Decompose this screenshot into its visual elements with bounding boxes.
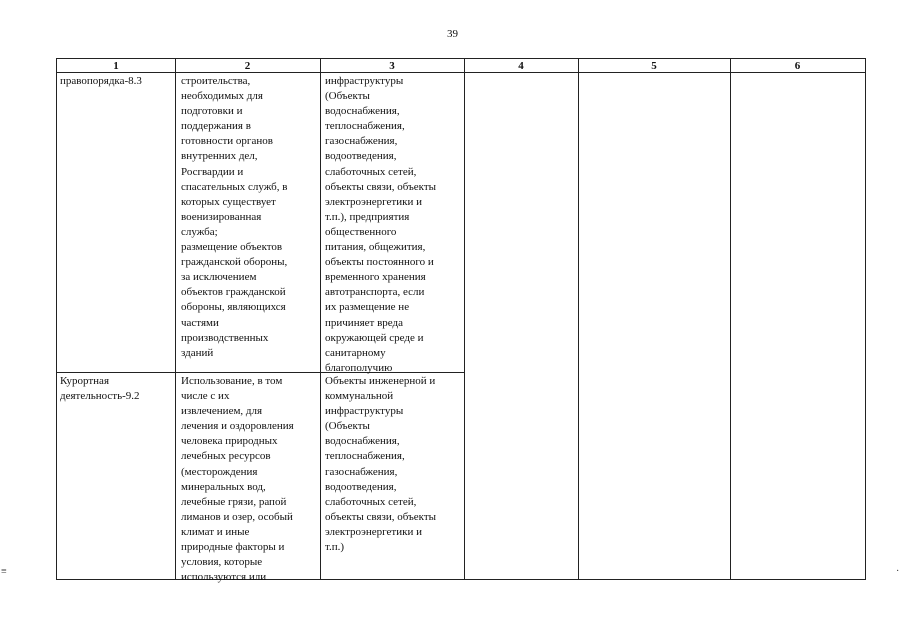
cell-text-line: электроэнергетики и [325, 525, 422, 538]
row2-col3-cell [325, 374, 436, 555]
cell-text-line: зданий [181, 346, 214, 359]
cell-text-line: числе с их [181, 390, 230, 403]
cell-text-line: внутренних дел, [181, 150, 258, 163]
cell-text-line: строительства, [181, 75, 251, 87]
cell-text-line: питания, общежития, [325, 241, 426, 254]
cell-text-line: Росгвардии и [181, 165, 244, 178]
cell-text-line: временного хранения [325, 271, 426, 284]
cell-text-line: слаботочных сетей, [325, 495, 417, 508]
cell-text-line: спасательных служб, в [181, 180, 288, 193]
column-header-2: 2 [244, 60, 251, 72]
cell-text-line: объектов гражданской [181, 286, 286, 299]
row1-col2-cell [181, 74, 287, 361]
cell-text-line: электроэнергетики и [325, 195, 422, 208]
row2-col1-cell [60, 374, 140, 404]
cell-text-line: служба; [181, 225, 218, 238]
cell-text-line: теплоснабжения, [325, 450, 405, 463]
cell-text-line: объекты связи, объекты [325, 510, 437, 523]
cell-text-line: минеральных вод, [181, 480, 266, 493]
right-margin-mark: · [896, 566, 900, 577]
cell-text-line: необходимых для [181, 90, 263, 103]
cell-text-line: коммунальной [325, 390, 394, 403]
cell-text-line: правопорядка-8.3 [60, 75, 142, 87]
row1-col1-cell [60, 74, 142, 89]
cell-text-line: объекты постоянного и [325, 256, 434, 269]
cell-text-line: военизированная [181, 210, 262, 223]
column-divider [175, 59, 176, 579]
cell-text-line: теплоснабжения, [325, 120, 405, 133]
column-header-5: 5 [651, 60, 657, 72]
cell-text-line: водоснабжения, [325, 105, 400, 118]
cell-text-line: гражданской обороны, [181, 256, 288, 269]
cell-text-line: Курортная [60, 375, 110, 387]
left-margin-mark: ≡ [1, 566, 7, 577]
cell-text-line: человека природных [181, 435, 278, 448]
cell-text-line: производственных [181, 331, 269, 344]
cell-text-line: благополучию [325, 361, 393, 374]
column-header-3: 3 [389, 60, 395, 72]
cell-text-line: частями [181, 316, 219, 329]
cell-text-line: т.п.) [325, 541, 345, 554]
cell-text-line: обороны, являющихся [181, 301, 286, 314]
cell-text-line: используются или [181, 571, 267, 584]
cell-text-line: Объекты инженерной и [325, 375, 436, 387]
cell-text-line: газоснабжения, [325, 465, 398, 478]
cell-text-line: санитарному [325, 346, 386, 359]
cell-text-line: автотранспорта, если [325, 286, 425, 299]
cell-text-line: водоотведения, [325, 480, 397, 493]
cell-text-line: водоотведения, [325, 150, 397, 163]
cell-text-line: поддержания в [181, 120, 251, 133]
cell-text-line: размещение объектов [181, 241, 283, 254]
regulation-table [56, 58, 866, 584]
cell-text-line: объекты связи, объекты [325, 180, 437, 193]
cell-text-line: готовности органов [181, 135, 273, 148]
cell-text-line: Использование, в том [181, 375, 283, 387]
cell-text-line: общественного [325, 225, 397, 238]
column-divider [578, 59, 579, 579]
cell-text-line: (месторождения [181, 465, 258, 478]
cell-text-line: окружающей среде и [325, 331, 424, 344]
cell-text-line: климат и иные [181, 525, 250, 538]
cell-text-line: природные факторы и [181, 541, 285, 554]
row1-col3-cell [325, 74, 436, 376]
cell-text-line: газоснабжения, [325, 135, 398, 148]
cell-text-line: их размещение не [325, 301, 410, 314]
cell-text-line: деятельность-9.2 [60, 390, 140, 403]
cell-text-line: лечения и оздоровления [181, 420, 294, 433]
column-divider [464, 59, 465, 579]
cell-text-line: (Объекты [325, 420, 370, 433]
column-header-4: 4 [518, 60, 524, 72]
cell-text-line: условия, которые [181, 556, 263, 569]
column-header-1: 1 [113, 60, 119, 72]
cell-text-line: извлечением, для [181, 405, 263, 418]
column-divider [730, 59, 731, 579]
column-divider [320, 59, 321, 579]
column-header-6: 6 [794, 60, 801, 72]
cell-text-line: подготовки и [181, 105, 243, 118]
cell-text-line: слаботочных сетей, [325, 165, 417, 178]
cell-text-line: водоснабжения, [325, 435, 400, 448]
cell-text-line: лечебных ресурсов [181, 450, 271, 463]
cell-text-line: (Объекты [325, 90, 370, 103]
page-number: 39 [447, 28, 458, 40]
cell-text-line: за исключением [181, 271, 257, 284]
row2-col2-cell [181, 374, 294, 585]
cell-text-line: которых существует [181, 195, 276, 208]
cell-text-line: лечебные грязи, рапой [181, 495, 287, 508]
cell-text-line: лиманов и озер, особый [181, 510, 293, 523]
cell-text-line: инфраструктуры [325, 405, 404, 418]
cell-text-line: инфраструктуры [325, 75, 404, 87]
cell-text-line: т.п.), предприятия [325, 210, 410, 223]
cell-text-line: причиняет вреда [325, 316, 403, 329]
